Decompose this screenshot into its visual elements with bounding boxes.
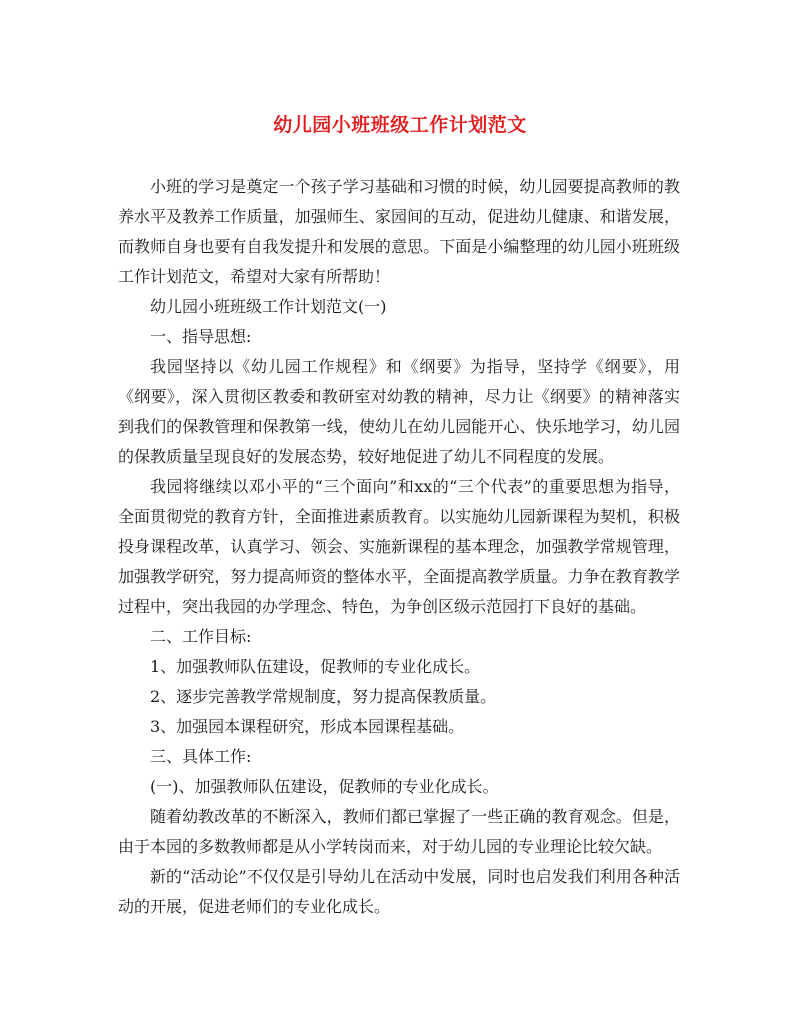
section-heading-guiding-ideology: 一、指导思想: xyxy=(150,327,252,346)
section-heading-specific-work: 三、具体工作: xyxy=(150,747,252,766)
document-title: 幼儿园小班班级工作计划范文 xyxy=(273,114,527,136)
paragraph-guiding-ideology-2: 我园将继续以邓小平的“三个面向”和xx的“三个代表”的重要思想为指导，全面贯彻党的教育方针，全面推进素质教育。以实施幼儿园新课程为契机，积极投身课程改革，认真学习、领会、实施新课程的基本理念，加强教学常规管理，加强教学研究，努力提高师资的整体水平，全面提高教学质量。力争在教育教学过程中，突出我园的办学理念、特色，为争创区级示范园打下良好的基础。 xyxy=(118,477,680,616)
list-item-goal-2: 2、逐步完善教学常规制度，努力提高保教质量。 xyxy=(150,687,497,706)
paragraph-teacher-team-2: 新的“活动论”不仅仅是引导幼儿在活动中发展，同时也启发我们利用各种活动的开展，促进老师们的专业化成长。 xyxy=(118,867,680,916)
subsection-heading-teacher-team: (一)、加强教师队伍建设，促教师的专业化成长。 xyxy=(150,777,499,796)
list-item-goal-3: 3、加强园本课程研究，形成本园课程基础。 xyxy=(150,717,465,736)
paragraph-intro: 小班的学习是奠定一个孩子学习基础和习惯的时候，幼儿园要提高教师的教养水平及教养工作质量，加强师生、家园间的互动，促进幼儿健康、和谐发展，而教师自身也要有自我发提升和发展的意思。下面是小编整理的幼儿园小班班级工作计划范文，希望对大家有所帮助！ xyxy=(118,177,680,286)
list-item-goal-1: 1、加强教师队伍建设，促教师的专业化成长。 xyxy=(150,657,481,676)
document-body xyxy=(118,172,680,922)
paragraph-teacher-team-1: 随着幼教改革的不断深入，教师们都已掌握了一些正确的教育观念。但是，由于本园的多数教师都是从小学转岗而来，对于幼儿园的专业理论比较欠缺。 xyxy=(118,807,680,856)
section-heading-work-goals: 二、工作目标: xyxy=(150,627,252,646)
paragraph-guiding-ideology-1: 我园坚持以《幼儿园工作规程》和《纲要》为指导，坚持学《纲要》，用《纲要》，深入贯彻区教委和教研室对幼教的精神，尽力让《纲要》的精神落实到我们的保教管理和保教第一线，使幼儿在幼儿园能开心、快乐地学习，幼儿园的保教质量呈现良好的发展态势，较好地促进了幼儿不同程度的发展。 xyxy=(118,357,680,466)
paragraph-subtitle: 幼儿园小班班级工作计划范文(一) xyxy=(150,297,387,316)
